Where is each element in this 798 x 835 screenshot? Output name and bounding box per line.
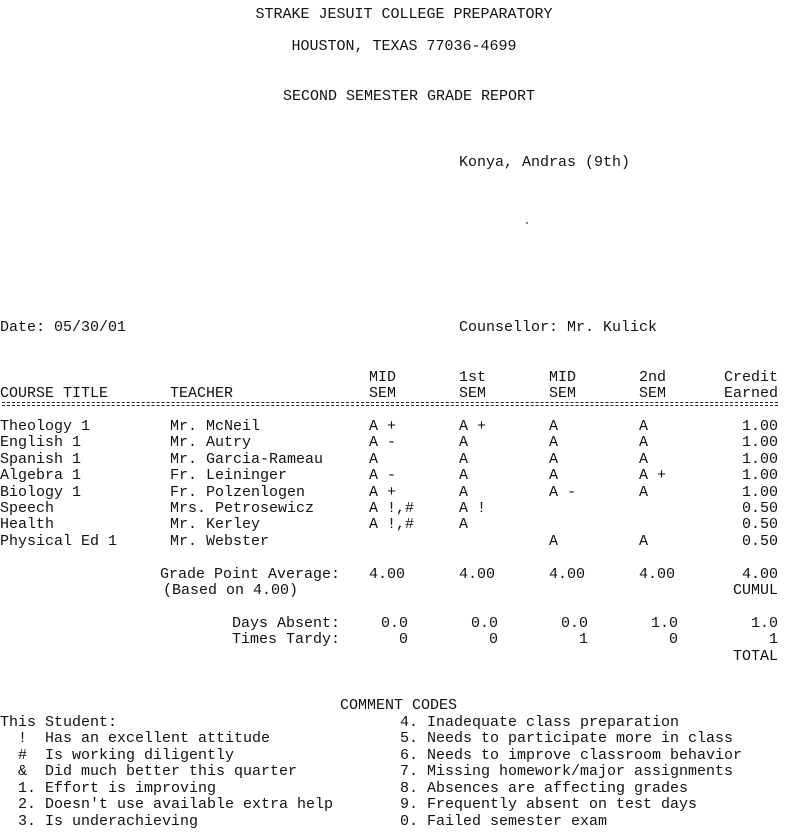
gpa-cumul-label: CUMUL [732, 582, 778, 599]
credit-earned: 0.50 [741, 533, 778, 550]
stray-dot [526, 222, 528, 224]
gpa-mid1: 4.00 [369, 566, 406, 583]
col-credit-top: Credit [723, 369, 778, 386]
table-row [0, 534, 798, 550]
col-mid1-top: MID [369, 369, 397, 386]
grade-mid1: A - [369, 434, 397, 451]
grade-mid1: A + [369, 418, 397, 435]
course-title: Physical Ed 1 [0, 533, 118, 550]
grade-mid1: A + [369, 484, 397, 501]
report-date: Date: 05/30/01 [0, 319, 127, 336]
teacher-name: Fr. Leininger [170, 467, 288, 484]
gpa-basis: (Based on 4.00) [163, 582, 299, 599]
absent-mid2: 0.0 [560, 615, 588, 632]
gpa-label: Grade Point Average: [159, 566, 340, 583]
header-rule [2, 402, 778, 406]
absent-first: 0.0 [470, 615, 498, 632]
absent-mid1: 0.0 [380, 615, 408, 632]
table-row [0, 501, 798, 517]
grade-mid1: A !,# [369, 516, 415, 533]
course-title: English 1 [0, 434, 82, 451]
comment-codes-title: COMMENT CODES [340, 697, 458, 714]
teacher-name: Mr. Webster [170, 533, 270, 550]
credit-earned: 1.00 [741, 484, 778, 501]
col-first-bottom: SEM [459, 385, 487, 402]
comment-code-left: 2. Doesn't use available extra help [0, 796, 334, 813]
grade-mid2: A [549, 533, 559, 550]
table-row [0, 517, 798, 533]
col-teacher: TEACHER [170, 385, 234, 402]
grade-second: A [639, 418, 649, 435]
counsellor: Counsellor: Mr. Kulick [459, 319, 658, 336]
gpa-second: 4.00 [639, 566, 676, 583]
total-label: TOTAL [732, 648, 778, 665]
grade-first: A [459, 467, 469, 484]
credit-earned: 1.00 [741, 418, 778, 435]
comment-code-right: 6. Needs to improve classroom behavior [400, 747, 743, 764]
course-title: Algebra 1 [0, 467, 82, 484]
col-second-top: 2nd [639, 369, 667, 386]
grade-mid2: A [549, 434, 559, 451]
comment-code-right: 4. Inadequate class preparation [400, 714, 680, 731]
course-title: Spanish 1 [0, 451, 82, 468]
tardy-first: 0 [488, 631, 498, 648]
comment-code-left: # Is working diligently [0, 747, 235, 764]
grade-mid1: A !,# [369, 500, 415, 517]
table-row [0, 452, 798, 468]
credit-earned: 0.50 [741, 500, 778, 517]
grade-second: A [639, 434, 649, 451]
school-name: STRAKE JESUIT COLLEGE PREPARATORY [255, 6, 553, 23]
grade-first: A [459, 451, 469, 468]
tardy-mid2: 1 [578, 631, 588, 648]
col-mid2-bottom: SEM [549, 385, 577, 402]
tardy-total: 1 [768, 631, 778, 648]
comment-code-left: 3. Is underachieving [0, 813, 199, 830]
gpa-mid2: 4.00 [549, 566, 586, 583]
grade-first: A ! [459, 500, 487, 517]
grade-second: A + [639, 467, 667, 484]
table-row [0, 435, 798, 451]
grade-first: A [459, 434, 469, 451]
grade-second: A [639, 451, 649, 468]
col-first-top: 1st [459, 369, 487, 386]
grade-mid1: A [369, 451, 379, 468]
grade-mid1: A - [369, 467, 397, 484]
credit-earned: 1.00 [741, 467, 778, 484]
absent-total: 1.0 [750, 615, 778, 632]
teacher-name: Mr. Garcia-Rameau [170, 451, 324, 468]
col-second-bottom: SEM [639, 385, 667, 402]
comment-code-left: & Did much better this quarter [0, 763, 298, 780]
teacher-name: Mr. Kerley [170, 516, 261, 533]
col-course-title: COURSE TITLE [0, 385, 109, 402]
grade-second: A [639, 533, 649, 550]
table-row [0, 468, 798, 484]
teacher-name: Mrs. Petrosewicz [170, 500, 315, 517]
grade-mid2: A - [549, 484, 577, 501]
comment-code-right: 9. Frequently absent on test days [400, 796, 698, 813]
teacher-name: Mr. McNeil [170, 418, 261, 435]
grade-mid2: A [549, 451, 559, 468]
comment-code-right: 5. Needs to participate more in class [400, 730, 734, 747]
gpa-cumul: 4.00 [741, 566, 778, 583]
grade-mid2: A [549, 467, 559, 484]
credit-earned: 0.50 [741, 516, 778, 533]
grade-first: A [459, 516, 469, 533]
grade-first: A [459, 484, 469, 501]
course-title: Theology 1 [0, 418, 91, 435]
credit-earned: 1.00 [741, 434, 778, 451]
tardy-second: 0 [668, 631, 678, 648]
teacher-name: Mr. Autry [170, 434, 252, 451]
student-name: Konya, Andras (9th) [459, 154, 631, 171]
course-title: Speech [0, 500, 55, 517]
grade-mid2: A [549, 418, 559, 435]
col-credit-bottom: Earned [723, 385, 778, 402]
times-tardy-label: Times Tardy: [231, 631, 340, 648]
school-address: HOUSTON, TEXAS 77036-4699 [291, 38, 517, 55]
table-row [0, 419, 798, 435]
tardy-mid1: 0 [398, 631, 408, 648]
gpa-first: 4.00 [459, 566, 496, 583]
comment-code-right: 0. Failed semester exam [400, 813, 608, 830]
comment-code-left: 1. Effort is improving [0, 780, 217, 797]
comment-intro: This Student: [0, 714, 118, 731]
report-title: SECOND SEMESTER GRADE REPORT [282, 88, 536, 105]
days-absent-label: Days Absent: [231, 615, 340, 632]
comment-code-left: ! Has an excellent attitude [0, 730, 271, 747]
table-row [0, 485, 798, 501]
credit-earned: 1.00 [741, 451, 778, 468]
absent-second: 1.0 [650, 615, 678, 632]
comment-code-right: 7. Missing homework/major assignments [400, 763, 734, 780]
comment-code-right: 8. Absences are affecting grades [400, 780, 689, 797]
grade-second: A [639, 484, 649, 501]
grade-first: A + [459, 418, 487, 435]
col-mid1-bottom: SEM [369, 385, 397, 402]
teacher-name: Fr. Polzenlogen [170, 484, 306, 501]
course-title: Biology 1 [0, 484, 82, 501]
col-mid2-top: MID [549, 369, 577, 386]
course-title: Health [0, 516, 55, 533]
